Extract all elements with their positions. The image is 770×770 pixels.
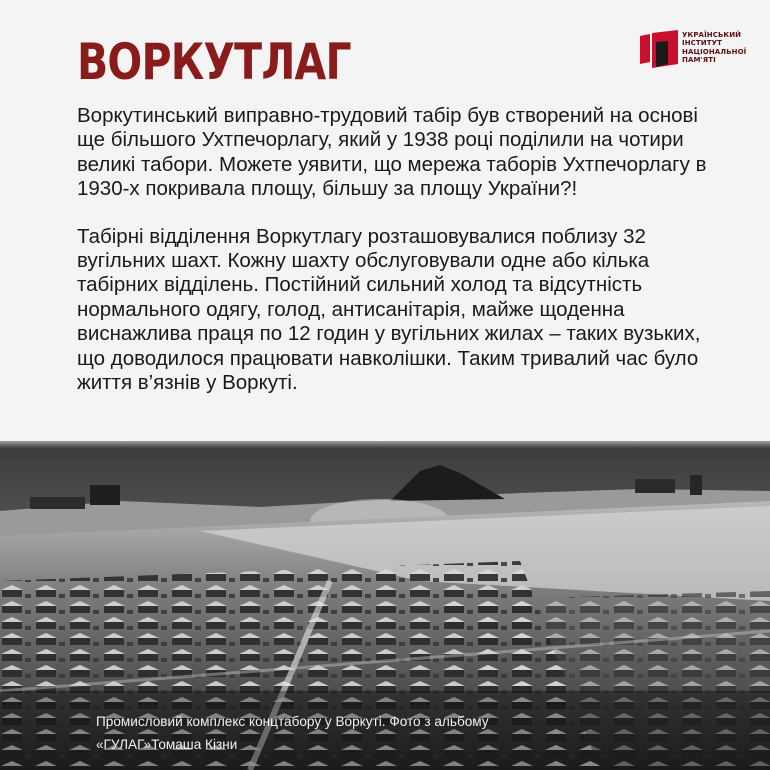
paragraph: Табірні відділення Воркутлагу розташовувалися поблизу 32 вугільних шахт. Кожну шахту обслуговували одне або кілька табірних відділень. Постійний сильний холод та відсутність нормального одягу, голод, антисанітарія, майже щоденна виснажлива праця по 12 годин у вугільних жилах – таких вузьких, що доводилося працювати навколішки. Таким тривалий час було життя в’язнів у Воркуті. [77,224,701,395]
institute-logo-icon [640,30,678,72]
caption-line: «ГУЛАГ»Томаша Кізни [96,736,238,752]
institute-name [682,31,746,65]
logo-line: ПАМ'ЯТІ [682,56,716,65]
institute-logo [640,30,746,72]
page-title: ВОРКУТЛАГ [77,33,351,91]
article-body [77,104,717,418]
paragraph: Воркутинський виправно-трудовий табір був створений на основі ще більшого Ухтпечорлагу, який у 1938 році поділили на чотири великі табори. Можете уявити, що мережа таборів Ухтпечорлагу в 1930-х покривала площу, більшу за площу України?! [77,104,707,201]
logo-line: ІНСТИТУТ [682,39,722,48]
logo-line: НАЦІОНАЛЬНОЇ [682,47,747,56]
photo-caption [96,711,656,756]
caption-line: Промисловий комплекс концтабору у Воркуті. Фото з альбому [96,714,489,729]
logo-line: УКРАЇНСЬКИЙ [682,31,742,39]
